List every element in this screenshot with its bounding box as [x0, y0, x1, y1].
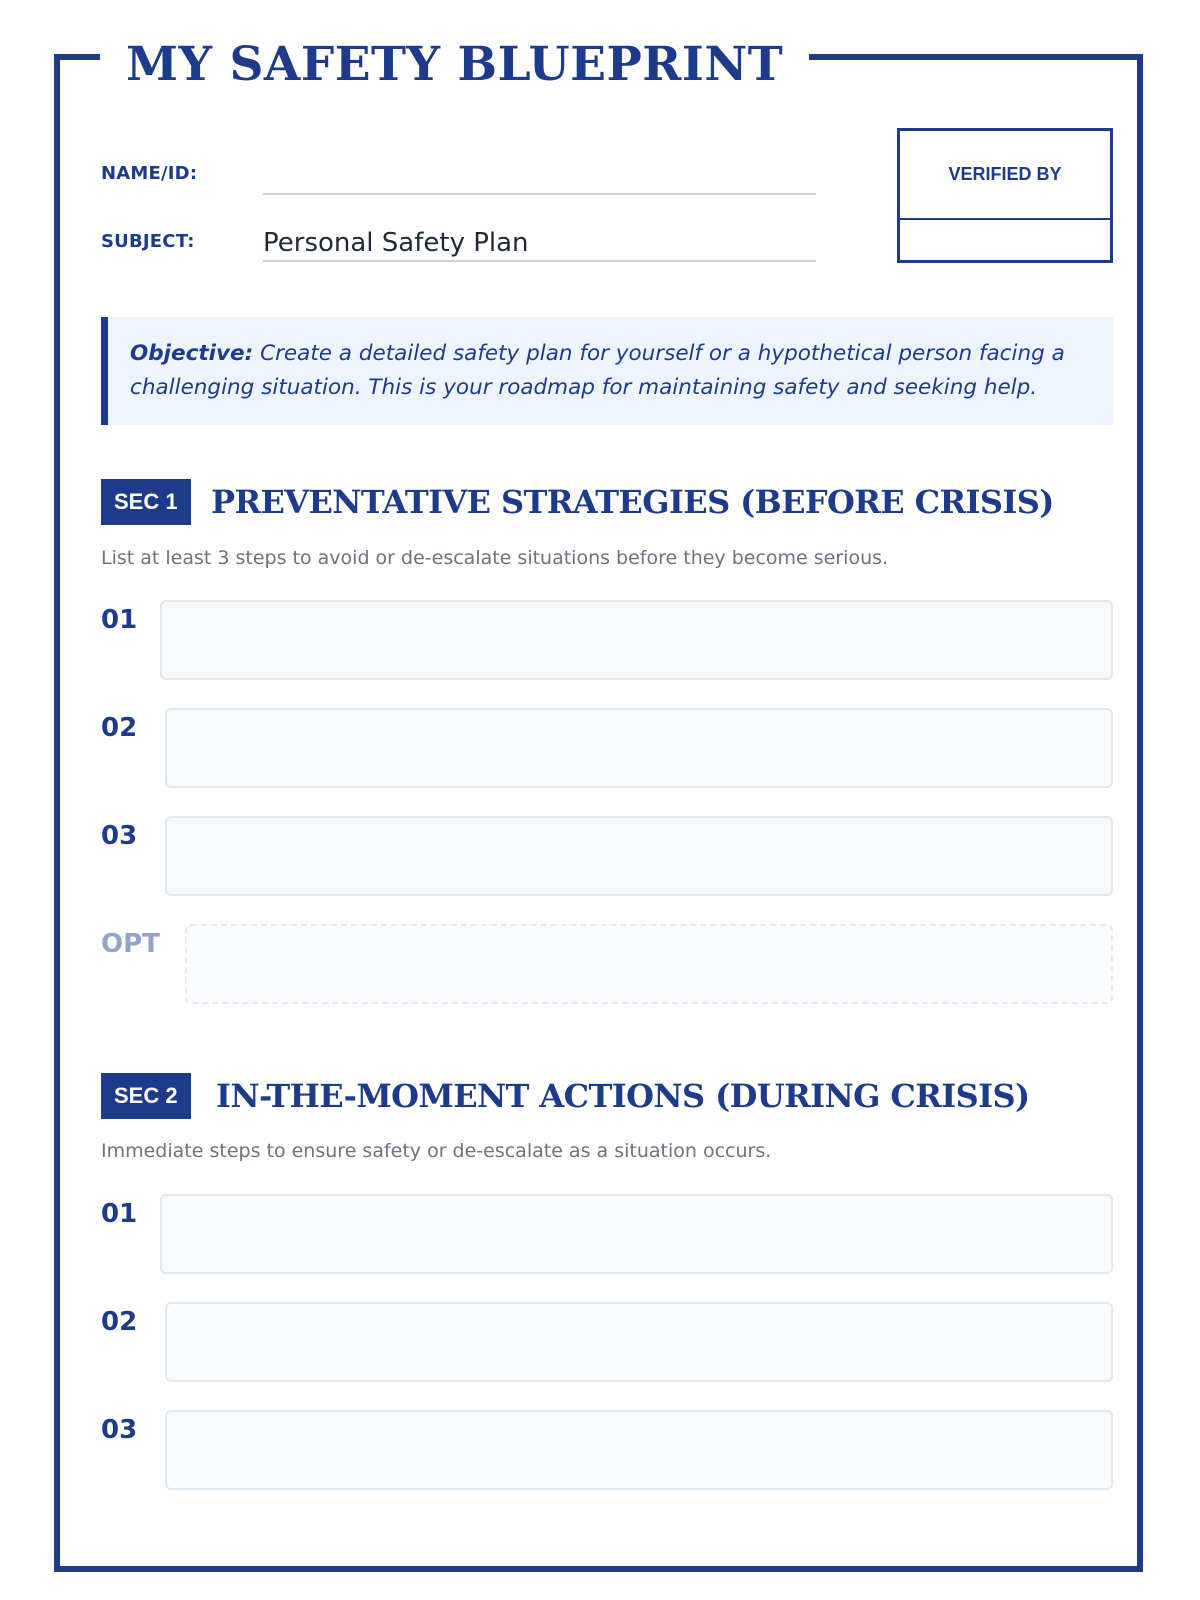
section-1-optional-input[interactable]	[185, 924, 1113, 1004]
title-block	[100, 30, 809, 98]
section-1-badge: SEC 1	[101, 479, 191, 525]
subject-field[interactable]	[263, 260, 816, 262]
verified-by-header	[900, 131, 1110, 220]
section-1-title: PREVENTATIVE STRATEGIES (BEFORE CRISIS)	[211, 483, 1054, 521]
section-2-badge: SEC 2	[101, 1073, 191, 1119]
section-2-row-2-input[interactable]	[165, 1302, 1113, 1382]
name-id-label: NAME/ID:	[101, 163, 198, 184]
section-2-row-3-number: 03	[101, 1415, 138, 1445]
section-1-optional-number: OPT	[101, 929, 160, 959]
section-1-row-3-input[interactable]	[165, 816, 1113, 896]
verified-by-label: VERIFIED BY	[948, 164, 1062, 184]
section-2-row-1-input[interactable]	[160, 1194, 1113, 1274]
section-2-row-3-input[interactable]	[165, 1410, 1113, 1490]
objective-text: Create a detailed safety plan for yourself or a hypothetical person facing a challenging situation. This is your roadmap for maintaining safety and seeking help.	[130, 341, 1065, 400]
name-id-field[interactable]	[263, 193, 816, 195]
section-2-description: Immediate steps to ensure safety or de-escalate as a situation occurs.	[101, 1140, 772, 1162]
subject-value[interactable]: Personal Safety Plan	[263, 228, 529, 258]
section-1-description: List at least 3 steps to avoid or de-escalate situations before they become serious.	[101, 547, 889, 569]
verified-by-signature-field[interactable]	[900, 220, 1110, 260]
objective-callout	[101, 317, 1113, 425]
section-1-row-3-number: 03	[101, 821, 138, 851]
verified-by-box	[897, 128, 1113, 263]
subject-label: SUBJECT:	[101, 231, 195, 252]
section-2-row-2-number: 02	[101, 1307, 138, 1337]
section-2-title: IN-THE-MOMENT ACTIONS (DURING CRISIS)	[216, 1077, 1030, 1115]
objective-label: Objective:	[130, 341, 254, 366]
section-1-row-1-number: 01	[101, 605, 138, 635]
page-title: MY SAFETY BLUEPRINT	[126, 36, 784, 92]
section-1-row-2-input[interactable]	[165, 708, 1113, 788]
section-1-row-1-input[interactable]	[160, 600, 1113, 680]
section-2-row-1-number: 01	[101, 1199, 138, 1229]
section-1-row-2-number: 02	[101, 713, 138, 743]
